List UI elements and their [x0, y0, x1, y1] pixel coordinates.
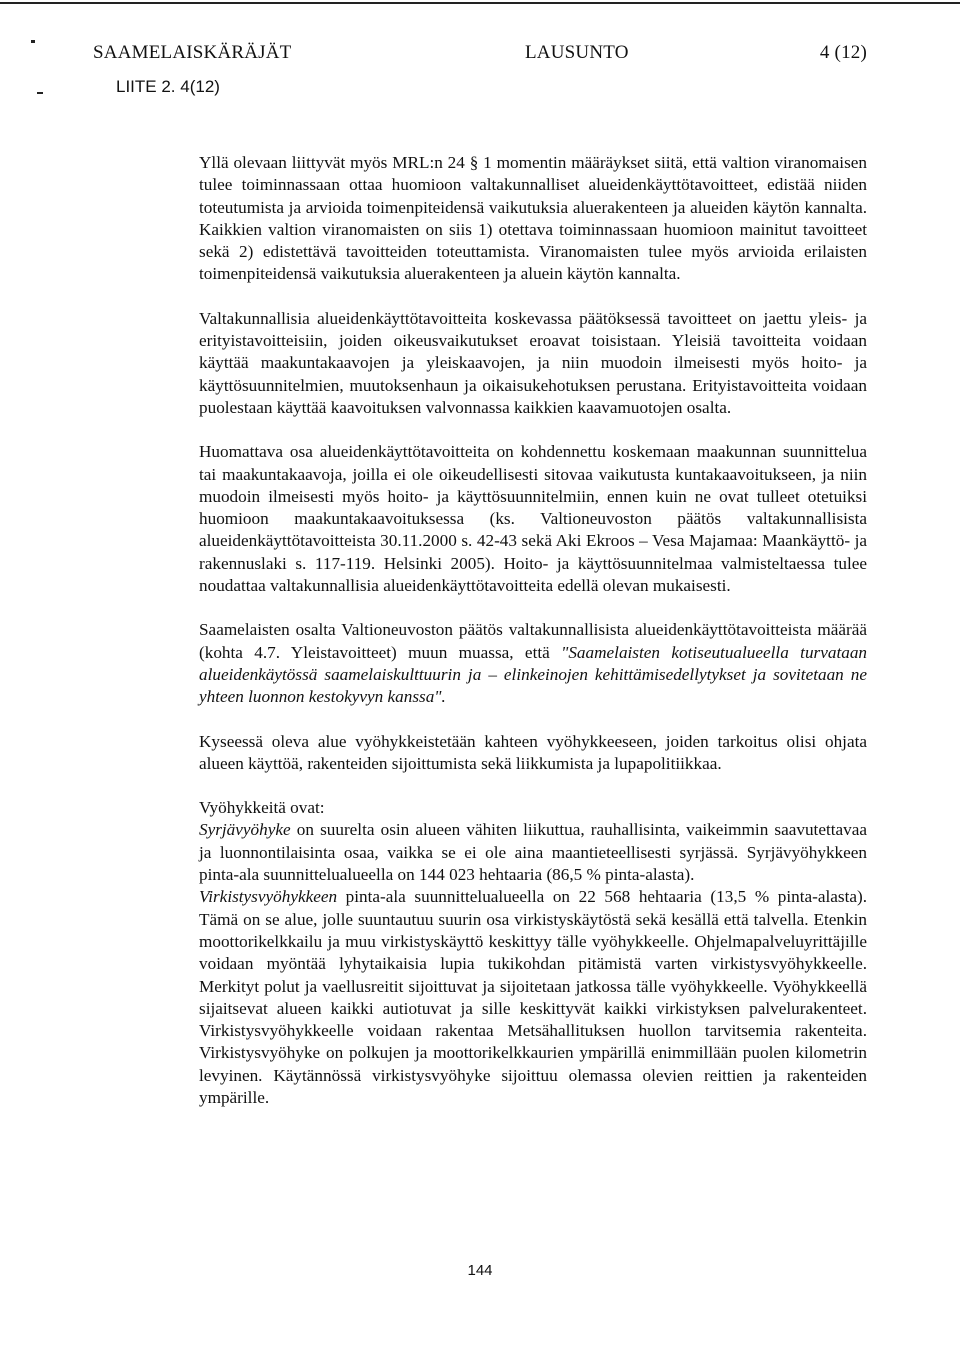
organization-name: SAAMELAISKÄRÄJÄT: [93, 42, 292, 63]
zone-recreation-text: pinta-ala suunnittelualueella on 22 568 hehtaaria (13,5 % pinta-alasta). Tämä on se alue, jolle suuntautuu suurin osa virkistyskäytöstä sekä kesällä että talvella. Etenkin moottorikelkkailu ja muu virkistyskäyttö keskittyy tälle vyöhykkeelle. Ohjelmapalveluyrittäjille voidaan myöntää lyhytaikaisia lupia tukikohdan pitämistä varten virkistysvyöhykkeelle. Merkityt polut ja vaellusreitit sijoittuvat ja sijoitetaan jatkossa tälle vyöhykkeelle. Vyöhykkeellä sijaitsevat alueen kaikki autiotuvat ja sille keskittyvät kaikki virkistyksen palvelurakenteet. Virkistysvyöhykkeelle voidaan rakentaa Metsähallituksen huollon tarvitsemia rakenteita. Virkistysvyöhyke on polkujen ja moottorikelkkaurien ympärillä enimmillään puolen kilometrin levyinen. Käytännössä virkistysvyöhyke sijoittuu olemassa olevien reittien ja rakenteiden ympärille.: [199, 887, 867, 1107]
document-body: [199, 152, 867, 1109]
saami-quote: "Saamelaisten kotiseutualueella turvataan alueidenkäytössä saamelaiskulttuurin ja – elinkeinojen kehittämisedellytykset ja sovitetaan ne yhteen luonnon kestokyvyn kanssa".: [199, 642, 868, 707]
zone-remote-term: Syrjävyöhyke: [199, 820, 291, 840]
zone-recreation: [199, 886, 867, 1109]
zone-remote-text: on suurelta osin alueen vähiten liikuttua, rauhallisinta, vaikeimmin saavutettavaa ja luonnontilaisinta osaa, vaikka se ei ole aina maantieteellisesti syrjässä. Syrjävyöhykkeen pinta-ala suunnittelualueella on 144 023 hehtaaria (86,5 % pinta-alasta).: [199, 820, 867, 885]
page-number: 144: [467, 1262, 493, 1279]
paragraph-saami: [199, 619, 867, 708]
paragraph-goals: Valtakunnallisia alueidenkäyttötavoitteita koskevassa päätöksessä tavoitteet on jaettu yleis- ja erityistavoitteisiin, joiden oikeusvaikutukset eroavat toisistaan. Yleisiä tavoitteita voidaan käyttää maakuntakaavojen ja yleiskaavojen, ja niin muodoin ilmeisesti myös hoito- ja käyttösuunnitelmien, muutoksenhaun ja oikaisukehotuksen perustana. Erityistavoitteita voidaan puolestaan käyttää kaavoituksen valvonnassa kaikkien kaavamuotojen osalta.: [199, 308, 867, 417]
paragraph-mrl: Yllä olevaan liittyvät myös MRL:n 24 § 1 momentin määräykset siitä, että valtion viranomaisen tulee toiminnassaan ottaa huomioon valtakunnalliset alueidenkäyttötavoitteet, edistää niiden toteutumista ja arvioida toimenpiteidensä vaikutuksia aluerakenteen ja alueiden käytön kannalta. Kaikkien valtion viranomaisten on siis 1) otettava toiminnassaan huomioon mainitut tavoitteet sekä 2) edistettävä tavoitteiden toteuttamista. Viranomaisten tulee myös arvioida erilaisten toimenpiteidensä vaikutuksia aluerakenteen ja aluein käytön kannalta.: [199, 153, 867, 284]
zone-remote: [199, 819, 867, 886]
paragraph-targeted-goals: Huomattava osa alueidenkäyttötavoitteita on kohdennettu koskemaan maakunnan suunnittelua tai maakuntakaavoja, joilla ei ole oikeudellisesti sitovaa vaikutusta kuntakaavoitukseen, ja niin muodoin ilmeisesti myös hoito- ja käyttösuunnitelmiin, ennen kuin ne ovat tulleet otetuiksi huomioon maakuntakaavoituksessa (ks. Valtioneuvoston päätös valtakunnallisista alueidenkäyttötavoitteista 30.11.2000 s. 42-43 sekä Aki Ekroos – Vesa Majamaa: Maankäyttö- ja rakennuslaki s. 117-119. Helsinki 2005). Hoito- ja käyttösuunnitelmaa valmisteltaessa tulee noudattaa valtakunnallisia alueidenkäyttötavoitteita edellä olevan mukaisesti.: [199, 442, 867, 596]
page-indicator: 4 (12): [819, 42, 867, 63]
scan-speck: [37, 92, 43, 94]
saami-lead: Saamelaisten osalta Valtioneuvoston päätös valtakunnallisista alueidenkäyttötavoitteista määrää (kohta 4.7. Yleistavoitteet) muun muassa, että: [199, 620, 867, 662]
scan-speck: [31, 40, 35, 43]
paragraph-zones-intro: Kyseessä oleva alue vyöhykkeistetään kahteen vyöhykkeeseen, joiden tarkoitus olisi ohjata alueen käyttöä, rakenteiden sijoittumista sekä liikkumista ja lupapolitiikkaa.: [199, 731, 867, 773]
document-type: LAUSUNTO: [525, 42, 629, 63]
page-header: [93, 42, 867, 68]
top-scan-border: [0, 2, 960, 4]
attachment-label: LIITE 2. 4(12): [116, 77, 220, 96]
zone-recreation-term: Virkistysvyöhykkeen: [199, 887, 338, 907]
zones-heading: Vyöhykkeitä ovat:: [199, 798, 325, 818]
